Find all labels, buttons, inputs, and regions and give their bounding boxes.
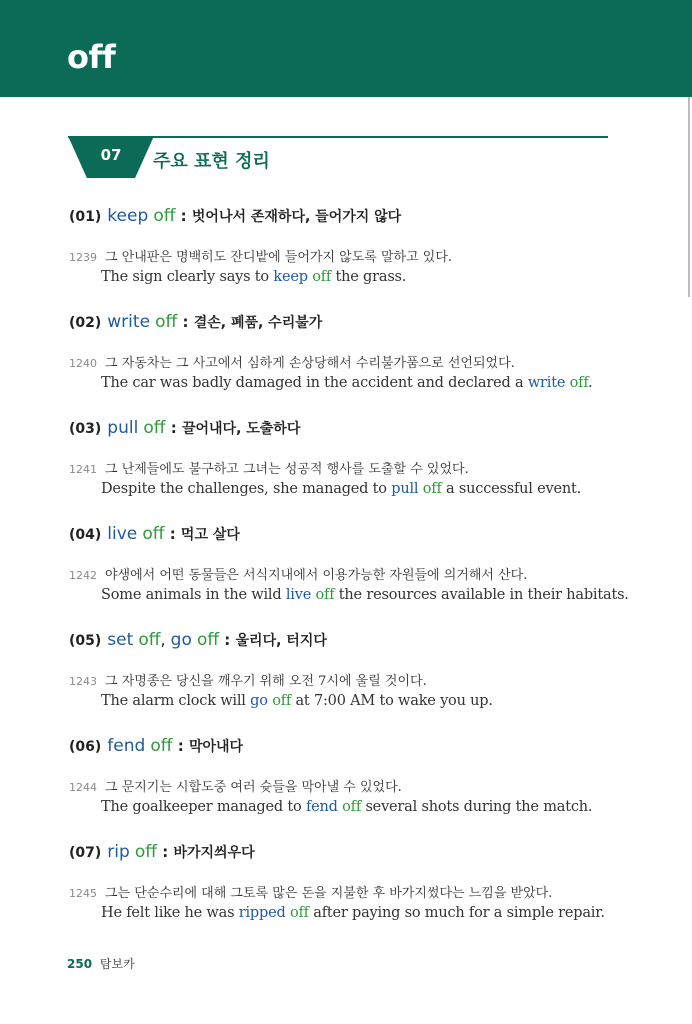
entry-heading	[69, 524, 240, 544]
text-segment: The goalkeeper managed to	[101, 799, 306, 815]
entry-meaning: 바가지씌우다	[173, 845, 255, 861]
section-title: 주요 표현 정리	[153, 151, 270, 172]
entry-heading	[69, 630, 327, 650]
text-segment: Some animals in the wild	[101, 587, 286, 603]
page-header	[0, 0, 692, 97]
keyword-green: off	[150, 736, 173, 756]
separator: :	[165, 419, 182, 437]
example-number: 1245	[69, 887, 97, 900]
expression-entry	[69, 418, 649, 524]
english-sentence	[101, 269, 406, 285]
expression-list	[69, 206, 649, 948]
book-title: 탐보카	[99, 957, 135, 971]
expression-entry	[69, 630, 649, 736]
entry-meaning: 결손, 폐품, 수리불가	[193, 315, 323, 331]
korean-sentence	[69, 246, 452, 265]
example-number: 1243	[69, 675, 97, 688]
entry-number: (06)	[69, 739, 102, 755]
korean-text: 그는 단순수리에 대해 그토록 많은 돈을 지불한 후 바가지썼다는 느낌을 받았다.	[105, 886, 553, 901]
keyword-blue: live	[285, 587, 312, 603]
korean-sentence	[69, 776, 402, 795]
example-number: 1244	[69, 781, 97, 794]
separator: :	[164, 525, 181, 543]
keyword-green: off	[315, 587, 335, 603]
text-segment: several shots during the match.	[361, 799, 593, 815]
korean-sentence	[69, 670, 427, 689]
section-number: 07	[100, 146, 122, 164]
keyword-green: off	[134, 842, 158, 862]
text-segment: The sign clearly says to	[101, 269, 274, 285]
text-segment: after paying so much for a simple repair.	[308, 905, 605, 921]
korean-text: 그 자명종은 당신을 깨우기 위해 오전 7시에 울릴 것이다.	[105, 674, 427, 689]
separator: :	[175, 207, 192, 225]
text-segment: The alarm clock will	[101, 693, 251, 709]
english-sentence	[101, 587, 629, 603]
keyword-blue: live	[107, 524, 138, 544]
keyword-blue: keep	[107, 206, 149, 226]
example-number: 1239	[69, 251, 97, 264]
keyword-green: off	[422, 481, 442, 497]
expression-entry	[69, 206, 649, 312]
keyword-blue: rip	[107, 842, 130, 862]
keyword-green: off	[272, 693, 292, 709]
page-number: 250	[67, 957, 93, 971]
entry-number: (01)	[69, 209, 102, 225]
expression-entry	[69, 736, 649, 842]
entry-heading	[69, 418, 300, 438]
entry-meaning: 벗어나서 존재하다, 들어가지 않다	[191, 209, 402, 225]
english-sentence	[101, 481, 581, 497]
expression-entry	[69, 524, 649, 630]
text-segment: at 7:00 AM to wake you up.	[291, 693, 493, 709]
text-segment: a successful event.	[441, 481, 582, 497]
keyword-green: off	[138, 630, 161, 650]
english-sentence	[101, 905, 605, 921]
korean-text: 그 난제들에도 불구하고 그녀는 성공적 행사를 도출할 수 있었다.	[105, 462, 469, 477]
entry-number: (05)	[69, 633, 102, 649]
example-number: 1240	[69, 357, 97, 370]
keyword-green: off	[142, 524, 165, 544]
keyword-green: off	[289, 905, 309, 921]
korean-sentence	[69, 352, 515, 371]
separator: :	[157, 843, 174, 861]
separator: :	[177, 313, 194, 331]
keyword-green: off	[569, 375, 589, 391]
keyword-blue: pull	[391, 481, 419, 497]
keyword-blue: write	[527, 375, 566, 391]
english-sentence	[101, 799, 592, 815]
keyword-blue: set	[107, 630, 134, 650]
keyword-green: off	[153, 206, 176, 226]
text-segment: the resources available in their habitats.	[334, 587, 629, 603]
entry-meaning: 먹고 살다	[180, 527, 240, 543]
keyword-blue: go	[170, 630, 192, 650]
keyword-green: off	[196, 630, 220, 650]
entry-number: (02)	[69, 315, 102, 331]
english-sentence	[101, 693, 493, 709]
keyword-blue: ripped	[238, 905, 286, 921]
example-number: 1242	[69, 569, 97, 582]
page-footer	[67, 955, 135, 972]
korean-sentence	[69, 882, 552, 901]
separator: :	[219, 631, 236, 649]
keyword-blue: go	[250, 693, 268, 709]
expression-entry	[69, 312, 649, 418]
keyword-green: off	[143, 418, 166, 438]
keyword-blue: fend	[107, 736, 146, 756]
text-segment: the grass.	[331, 269, 407, 285]
text-segment: .	[588, 375, 593, 391]
text-segment: Despite the challenges, she managed to	[101, 481, 392, 497]
korean-text: 야생에서 어떤 동물들은 서식지내에서 이용가능한 자원들에 의거해서 산다.	[105, 568, 528, 583]
korean-text: 그 안내판은 명백히도 잔디밭에 들어가지 않도록 말하고 있다.	[105, 250, 453, 265]
korean-sentence	[69, 564, 527, 583]
keyword-green: off	[312, 269, 332, 285]
text-segment: The car was badly damaged in the accident and declared a	[101, 375, 528, 391]
text-segment: ,	[160, 630, 171, 649]
expression-entry	[69, 842, 649, 948]
entry-meaning: 끌어내다, 도출하다	[181, 421, 301, 437]
entry-heading	[69, 312, 322, 332]
entry-heading	[69, 842, 255, 862]
separator: :	[172, 737, 189, 755]
entry-meaning: 막아내다	[188, 739, 244, 755]
keyword-green: off	[155, 312, 178, 332]
side-divider	[688, 97, 690, 297]
entry-number: (07)	[69, 845, 102, 861]
section-header	[68, 136, 608, 178]
keyword-blue: write	[107, 312, 151, 332]
entry-meaning: 울리다, 터지다	[235, 633, 327, 649]
example-number: 1241	[69, 463, 97, 476]
entry-number: (04)	[69, 527, 102, 543]
entry-number: (03)	[69, 421, 102, 437]
keyword-green: off	[342, 799, 362, 815]
korean-text: 그 자동차는 그 사고에서 심하게 손상당해서 수리불가품으로 선언되었다.	[105, 356, 515, 371]
korean-text: 그 문지기는 시합도중 여러 슛들을 막아낼 수 있었다.	[105, 780, 402, 795]
entry-heading	[69, 736, 243, 756]
korean-sentence	[69, 458, 469, 477]
english-sentence	[101, 375, 592, 391]
keyword-blue: fend	[305, 799, 338, 815]
keyword-blue: keep	[273, 269, 308, 285]
entry-heading	[69, 206, 401, 226]
page-title: off	[67, 38, 116, 76]
keyword-blue: pull	[107, 418, 139, 438]
text-segment: He felt like he was	[101, 905, 239, 921]
